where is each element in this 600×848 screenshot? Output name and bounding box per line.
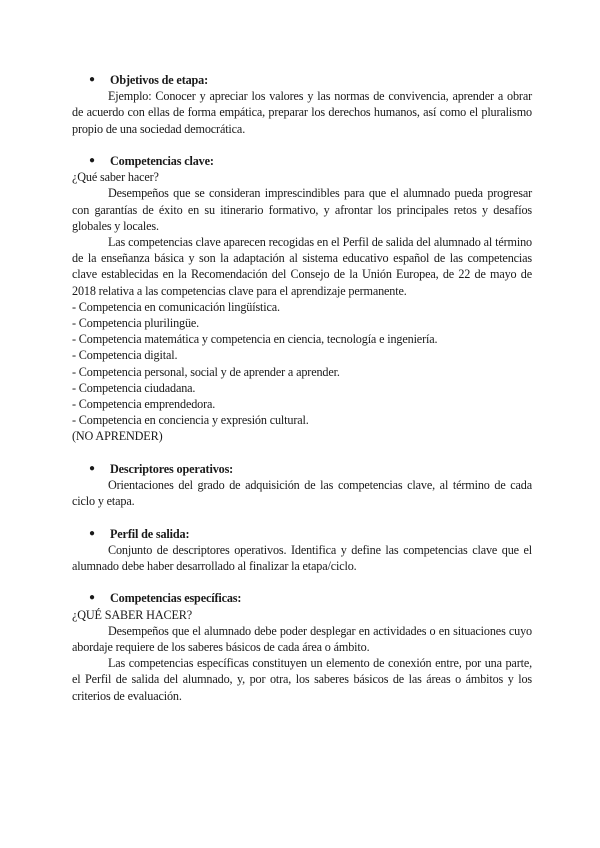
- list-item: - Competencia ciudadana.: [72, 380, 196, 395]
- paragraph: Orientaciones del grado de adquisición de las competencias clave, al término de cada ciclo y etapa.: [72, 478, 532, 509]
- heading-text: Perfil de salida:: [110, 526, 190, 541]
- heading-text: Competencias clave:: [110, 153, 214, 168]
- subheading: ¿Qué saber hacer?: [72, 170, 159, 185]
- document-page: [72, 72, 532, 704]
- bullet-icon: ●: [89, 154, 95, 166]
- paragraph: Ejemplo: Conocer y apreciar los valores y las normas de convivencia, aprender a obrar de acuerdo con ellas de forma empática, preparar los derechos humanos, así como el pluralismo propio de una sociedad democrática.: [72, 89, 532, 136]
- bullet-icon: ●: [89, 462, 95, 474]
- list-item: - Competencia matemática y competencia en ciencia, tecnología e ingeniería.: [72, 332, 438, 347]
- section-competencias-especificas: [72, 590, 532, 703]
- paragraph: Conjunto de descriptores operativos. Identifica y define las competencias clave que el alumnado debe haber desarrollado al finalizar la etapa/ciclo.: [72, 542, 532, 573]
- section-heading: [72, 72, 532, 88]
- list-item: - Competencia plurilingüe.: [72, 316, 200, 330]
- bullet-icon: ●: [89, 592, 95, 604]
- list-item: - Competencia en comunicación lingüística.: [72, 299, 280, 314]
- list-item: - Competencia digital.: [72, 348, 178, 363]
- list-item: - Competencia emprendedora.: [72, 397, 216, 412]
- note: (NO APRENDER): [72, 429, 163, 444]
- section-perfil-salida: [72, 526, 532, 575]
- section-heading: [72, 461, 532, 477]
- paragraph: Desempeños que se consideran imprescindibles para que el alumnado pueda progresar con garantías de éxito en su itinerario formativo, y afrontar los principales retos y desafíos globales y locales.: [72, 186, 532, 233]
- heading-text: Competencias específicas:: [110, 591, 242, 606]
- bullet-icon: ●: [89, 74, 95, 85]
- heading-text: Descriptores operativos:: [110, 461, 234, 476]
- section-descriptores: [72, 461, 532, 510]
- subheading: ¿QUÉ SABER HACER?: [72, 607, 192, 622]
- list-item: - Competencia en conciencia y expresión cultural.: [72, 413, 309, 428]
- bullet-icon: ●: [89, 527, 95, 539]
- section-heading: [72, 526, 532, 542]
- paragraph: Las competencias específicas constituyen un elemento de conexión entre, por una parte, el Perfil de salida del alumnado, y, por otra, los saberes básicos de las áreas o ámbitos y los criterios de evaluación.: [72, 656, 532, 703]
- section-heading: [72, 590, 532, 606]
- section-competencias-clave: [72, 153, 532, 445]
- section-objetivos: [72, 72, 532, 137]
- paragraph: Las competencias clave aparecen recogidas en el Perfil de salida del alumnado al término de la enseñanza básica y son la adaptación al sistema educativo español de las competencias clave establecidas en la Recomendación del Consejo de la Unión Europea, de 22 de mayo de 2018 relativa a las competencias clave para el aprendizaje permanente.: [72, 234, 532, 298]
- heading-text: Objetivos de etapa:: [110, 73, 209, 87]
- paragraph: Desempeños que el alumnado debe poder desplegar en actividades o en situaciones cuyo abordaje requiere de los saberes básicos de cada área o ámbito.: [72, 623, 532, 654]
- list-item: - Competencia personal, social y de aprender a aprender.: [72, 364, 340, 379]
- section-heading: [72, 153, 532, 169]
